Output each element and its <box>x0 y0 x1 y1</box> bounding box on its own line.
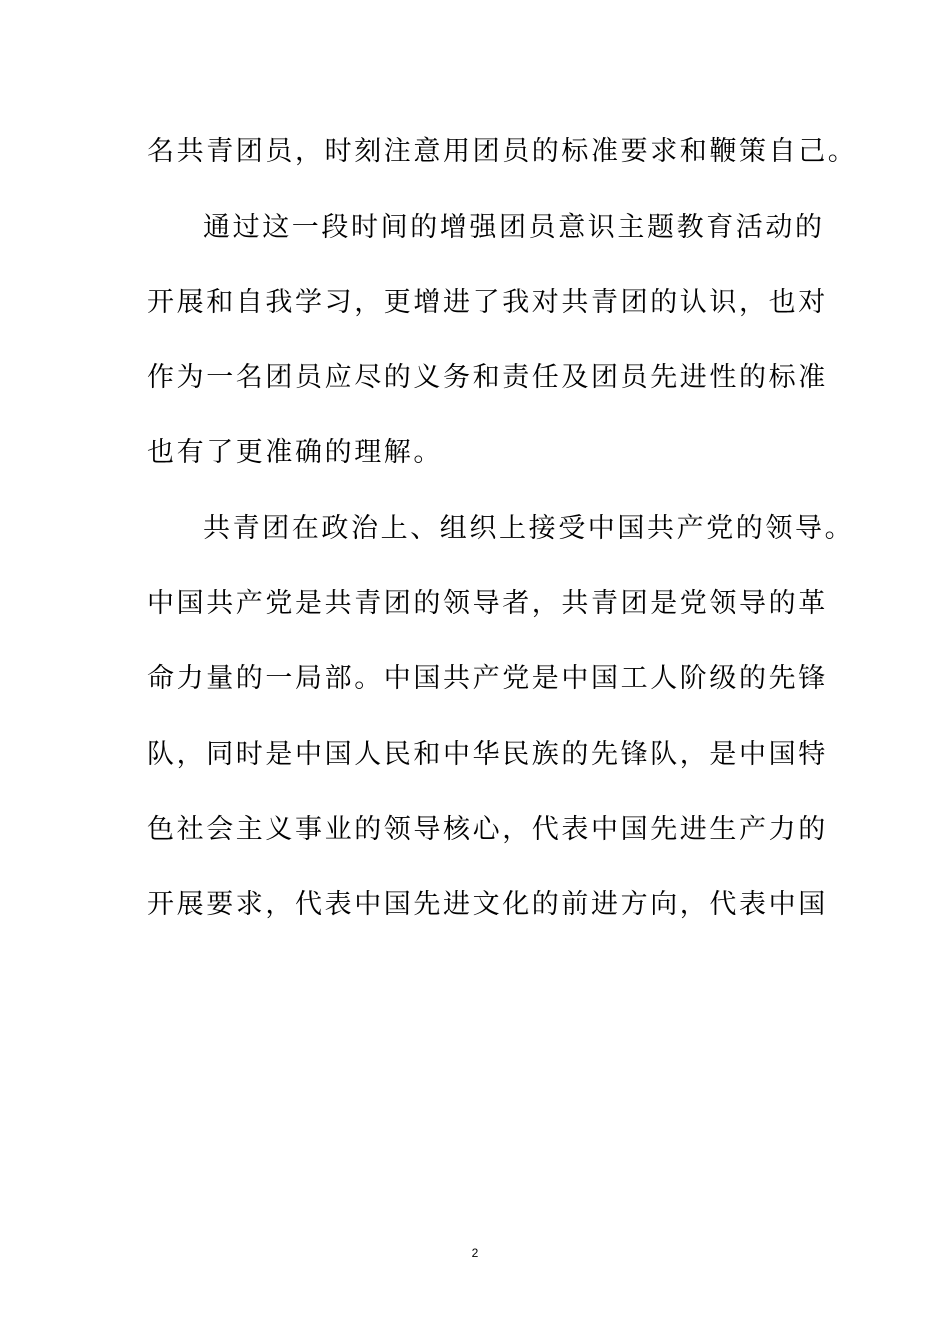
text-line: 通过这一段时间的增强团员意识主题教育活动的 <box>203 212 825 243</box>
text-line: 开展和自我学习，更增进了我对共青团的认识，也对 <box>147 287 828 318</box>
text-line: 色社会主义事业的领导核心，代表中国先进生产力的 <box>147 814 828 845</box>
text-line: 作为一名团员应尽的义务和责任及团员先进性的标准 <box>147 362 828 393</box>
text-line: 名共青团员，时刻注意用团员的标准要求和鞭策自己。 <box>147 136 858 167</box>
text-line: 也有了更准确的理解。 <box>147 437 443 468</box>
text-line: 命力量的一局部。中国共产党是中国工人阶级的先锋 <box>147 663 828 694</box>
page-number: 2 <box>471 1246 479 1260</box>
text-line: 中国共产党是共青团的领导者，共青团是党领导的革 <box>147 588 828 619</box>
text-line: 共青团在政治上、组织上接受中国共产党的领导。 <box>203 513 855 544</box>
text-line: 开展要求，代表中国先进文化的前进方向，代表中国 <box>147 889 828 920</box>
text-line: 队，同时是中国人民和中华民族的先锋队，是中国特 <box>147 739 828 770</box>
